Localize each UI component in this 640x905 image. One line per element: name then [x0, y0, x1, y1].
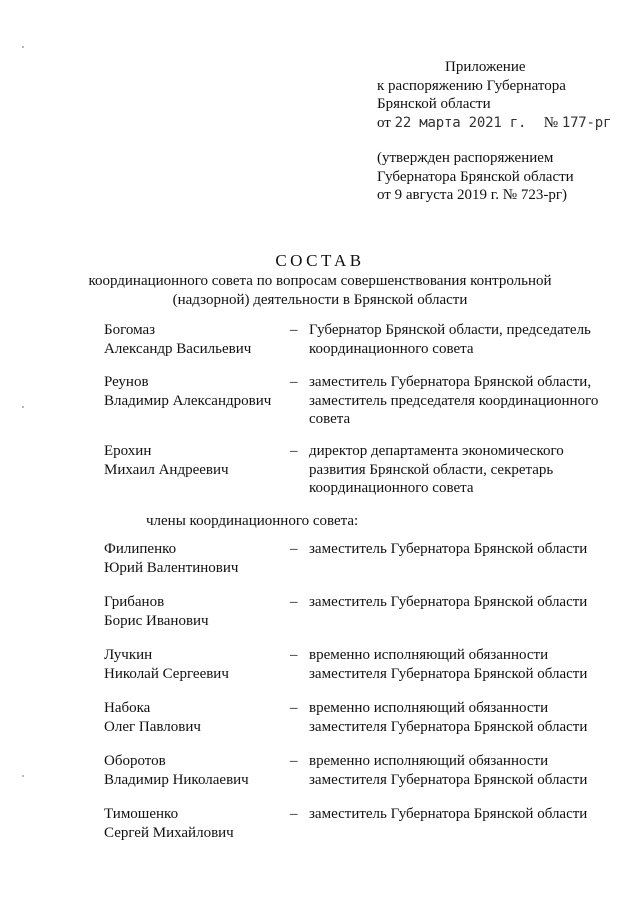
members-section-label: члены координационного совета:: [146, 513, 359, 529]
header-line: Приложение: [445, 59, 526, 75]
member-name: [104, 321, 251, 358]
member-name: [104, 540, 238, 577]
scan-artifact: [22, 775, 24, 777]
member-surname: Грибанов: [104, 594, 165, 610]
dash-separator: –: [290, 700, 298, 716]
member-surname: Филипенко: [104, 541, 177, 557]
approved-line: от 9 августа 2019 г. № 723-рг): [377, 187, 567, 203]
dash-separator: –: [290, 322, 298, 338]
member-given-names: Михаил Андреевич: [104, 461, 229, 478]
handwritten-date: 22 марта 2021 г.: [394, 114, 527, 131]
member-given-names: Юрий Валентинович: [104, 559, 239, 576]
header-date-line: [377, 114, 611, 133]
member-given-names: Олег Павлович: [104, 718, 201, 735]
member-name: [104, 442, 229, 479]
member-surname: Набока: [104, 700, 151, 716]
member-role: временно исполняющий обязанности заместителя Губернатора Брянской области: [309, 700, 588, 735]
handwritten-number: 177-рг: [561, 114, 612, 131]
member-given-names: Владимир Александрович: [104, 392, 272, 409]
document-title-block: [0, 251, 640, 310]
member-surname: Лучкин: [104, 647, 153, 663]
approved-line: (утвержден распоряжением: [377, 150, 554, 166]
member-role: временно исполняющий обязанности заместителя Губернатора Брянской области: [309, 753, 588, 788]
document-subtitle: [0, 272, 640, 310]
dash-separator: –: [290, 594, 298, 610]
member-role: заместитель Губернатора Брянской области: [309, 594, 588, 610]
member-name: [104, 646, 229, 683]
subtitle-line: координационного совета по вопросам совершенствования контрольной: [88, 273, 552, 289]
member-name: [104, 752, 249, 789]
document-title: СОСТАВ: [275, 251, 365, 270]
member-given-names: Сергей Михайлович: [104, 824, 234, 841]
member-surname: Реунов: [104, 374, 149, 390]
number-sign: №: [543, 114, 559, 131]
dash-separator: –: [290, 374, 298, 390]
member-role: директор департамента экономического развития Брянской области, секретарь координационного совета: [309, 443, 564, 496]
member-role: заместитель Губернатора Брянской области: [309, 806, 588, 822]
dash-separator: –: [290, 443, 298, 459]
member-name: [104, 593, 209, 630]
member-name: [104, 699, 201, 736]
header-line: Брянской области: [377, 96, 491, 112]
member-name: [104, 373, 271, 410]
member-role: заместитель Губернатора Брянской области: [309, 541, 588, 557]
member-name: [104, 805, 234, 842]
member-surname: Тимошенко: [104, 806, 179, 822]
member-surname: Богомаз: [104, 322, 156, 338]
member-role: заместитель Губернатора Брянской области, заместитель председателя координационного совета: [309, 374, 599, 427]
member-given-names: Николай Сергеевич: [104, 665, 229, 682]
member-role: временно исполняющий обязанности заместителя Губернатора Брянской области: [309, 647, 588, 682]
dash-separator: –: [290, 647, 298, 663]
member-surname: Оборотов: [104, 753, 166, 769]
dash-separator: –: [290, 806, 298, 822]
approved-note: [377, 149, 574, 205]
member-given-names: Александр Васильевич: [104, 340, 252, 357]
approved-line: Губернатора Брянской области: [377, 168, 574, 185]
member-surname: Ерохин: [104, 443, 152, 459]
subtitle-line: (надзорной) деятельности в Брянской области: [172, 292, 468, 308]
member-given-names: Борис Иванович: [104, 612, 209, 629]
date-prefix: от: [377, 114, 391, 131]
member-role: Губернатор Брянской области, председатель координационного совета: [309, 322, 591, 357]
dash-separator: –: [290, 541, 298, 557]
dash-separator: –: [290, 753, 298, 769]
scan-artifact: [22, 46, 24, 48]
member-given-names: Владимир Николаевич: [104, 771, 249, 788]
header-line: к распоряжению Губернатора: [377, 77, 566, 94]
appendix-header: [377, 58, 611, 132]
scan-artifact: [22, 406, 24, 408]
